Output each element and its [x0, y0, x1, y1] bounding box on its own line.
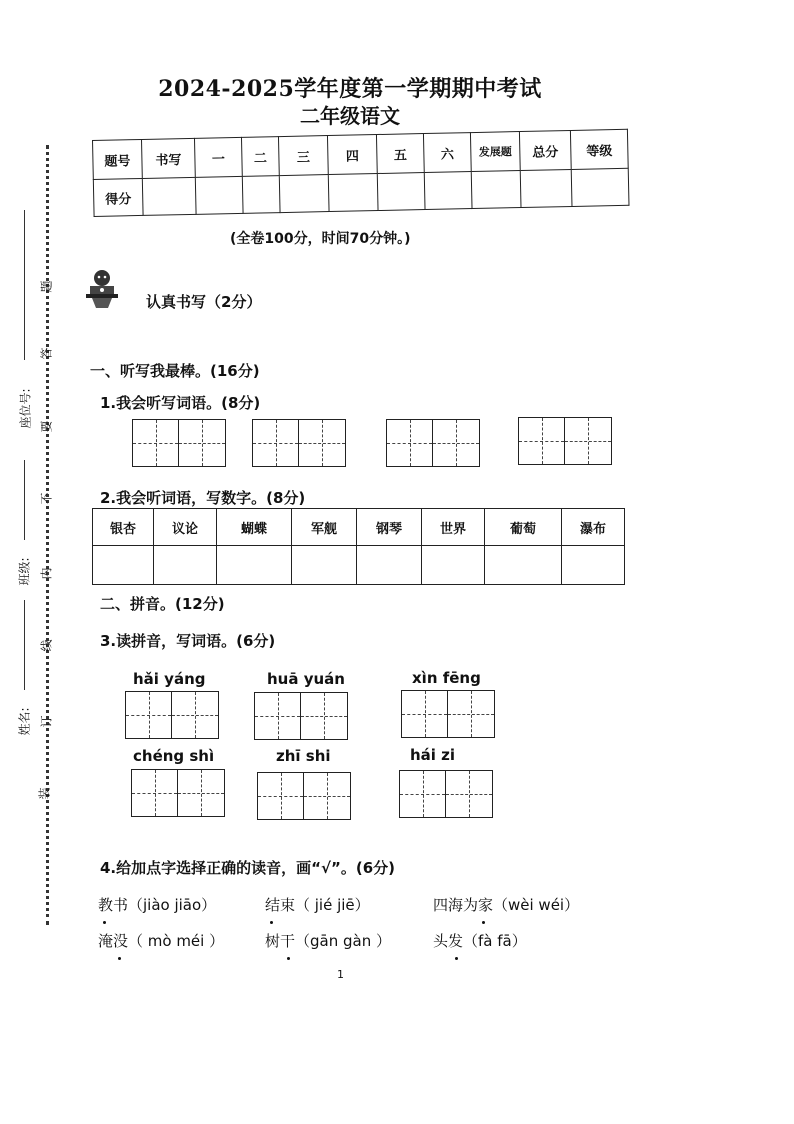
- pronunciation-option[interactable]: 树干（gān gàn ）: [265, 932, 391, 950]
- pronunciation-option[interactable]: 四海为家（wèi wéi）: [433, 896, 580, 914]
- writing-grid[interactable]: [125, 691, 219, 739]
- question2: 2.我会听词语，写数字。(8分): [100, 489, 306, 507]
- score-header-cell: 三: [278, 136, 328, 176]
- number-input-cell[interactable]: [292, 546, 357, 585]
- pinyin-label: hái zi: [410, 746, 456, 764]
- class-label: 班级:: [17, 557, 32, 586]
- emphasis-dot: [455, 957, 458, 960]
- word-cell: 葡萄: [485, 509, 562, 546]
- score-input-cell[interactable]: [279, 175, 329, 213]
- pronunciation-option[interactable]: 结束（ jié jiē）: [265, 896, 370, 914]
- score-input-cell[interactable]: [424, 172, 472, 210]
- pinyin-label: chéng shì: [133, 747, 215, 765]
- writing-grid[interactable]: [257, 772, 351, 820]
- writing-grid[interactable]: [518, 417, 612, 465]
- pronunciation-option[interactable]: 淹没（ mò méi ）: [98, 932, 225, 950]
- margin-char: 题: [39, 280, 54, 293]
- pinyin-label: hǎi yáng: [133, 670, 206, 688]
- pinyin-label: xìn fēng: [412, 669, 481, 687]
- score-input-cell[interactable]: [195, 176, 243, 214]
- writing-grid[interactable]: [254, 692, 348, 740]
- pronunciation-option[interactable]: 头发（fà fā）: [433, 932, 527, 950]
- number-input-cell[interactable]: [422, 546, 485, 585]
- pronunciation-option[interactable]: 教书（jiào jiāo）: [98, 896, 217, 914]
- margin-char: 线: [39, 639, 54, 652]
- pinyin-label: zhī shi: [276, 747, 331, 765]
- number-input-cell[interactable]: [357, 546, 422, 585]
- exam-subtitle: 二年级语文: [300, 104, 400, 128]
- section2-heading: 二、拼音。(12分): [100, 595, 225, 613]
- score-input-cell[interactable]: [328, 174, 378, 212]
- emphasis-dot: [270, 921, 273, 924]
- word-cell: 蝴蝶: [217, 509, 292, 546]
- score-header-cell: 题号: [93, 139, 143, 179]
- number-input-cell[interactable]: [485, 546, 562, 585]
- score-input-cell[interactable]: [242, 176, 280, 214]
- emphasis-dot: [118, 957, 121, 960]
- score-input-cell[interactable]: [520, 169, 572, 207]
- pinyin-label: huā yuán: [267, 670, 345, 688]
- score-input-cell[interactable]: [142, 177, 196, 215]
- name-line[interactable]: [24, 600, 25, 690]
- student-mascot-icon: [80, 266, 124, 314]
- emphasis-dot: [482, 921, 485, 924]
- score-table: [92, 129, 629, 217]
- name-label: 姓名:: [17, 707, 32, 736]
- seat-number-label: 座位号:: [18, 388, 33, 429]
- margin-char: 装: [37, 787, 52, 800]
- score-header-cell: 发展题: [470, 132, 520, 172]
- score-header-cell: 四: [327, 135, 377, 175]
- margin-char: 内: [39, 567, 54, 580]
- score-input-cell[interactable]: [377, 173, 425, 211]
- score-header-cell: 二: [241, 137, 279, 177]
- number-input-cell[interactable]: [154, 546, 217, 585]
- score-header-cell: 总分: [519, 130, 571, 170]
- writing-grid[interactable]: [252, 419, 346, 467]
- emphasis-dot: [103, 921, 106, 924]
- word-number-table: [92, 508, 625, 585]
- score-header-cell: 等级: [570, 129, 628, 169]
- score-row-label: 得分: [93, 178, 143, 216]
- margin-char: 订: [39, 715, 54, 728]
- margin-char: 要: [39, 420, 54, 433]
- word-cell: 世界: [422, 509, 485, 546]
- word-cell: 银杏: [93, 509, 154, 546]
- emphasis-dot: [287, 957, 290, 960]
- exam-title: 2024-2025学年度第一学期期中考试: [158, 76, 542, 102]
- score-input-cell[interactable]: [471, 171, 521, 209]
- margin-char: 答: [39, 347, 54, 360]
- margin-char: 不: [39, 492, 54, 505]
- writing-grid[interactable]: [131, 769, 225, 817]
- word-cell: 议论: [154, 509, 217, 546]
- writing-grid[interactable]: [401, 690, 495, 738]
- writing-grid[interactable]: [132, 419, 226, 467]
- page-number: 1: [337, 968, 344, 981]
- class-line[interactable]: [24, 460, 25, 540]
- binding-dotted-line: [46, 145, 49, 925]
- score-header-cell: 五: [376, 134, 424, 174]
- question4: 4.给加点字选择正确的读音，画“√”。(6分): [100, 859, 396, 877]
- number-input-cell[interactable]: [562, 546, 625, 585]
- question1: 1.我会听写词语。(8分): [100, 394, 261, 412]
- score-input-cell[interactable]: [571, 168, 629, 206]
- number-input-cell[interactable]: [93, 546, 154, 585]
- word-cell: 瀑布: [562, 509, 625, 546]
- handwriting-section-label: 认真书写（2分）: [146, 293, 262, 311]
- score-header-cell: 书写: [141, 138, 195, 178]
- number-input-cell[interactable]: [217, 546, 292, 585]
- word-cell: 军舰: [292, 509, 357, 546]
- word-cell: 钢琴: [357, 509, 422, 546]
- question3: 3.读拼音，写词语。(6分): [100, 632, 276, 650]
- writing-grid[interactable]: [386, 419, 480, 467]
- score-header-cell: 六: [423, 133, 471, 173]
- writing-grid[interactable]: [399, 770, 493, 818]
- exam-info: (全卷100分，时间70分钟。): [230, 231, 411, 247]
- score-header-cell: 一: [194, 137, 242, 177]
- seat-number-line[interactable]: [24, 210, 25, 360]
- section1-heading: 一、听写我最棒。(16分): [90, 362, 260, 380]
